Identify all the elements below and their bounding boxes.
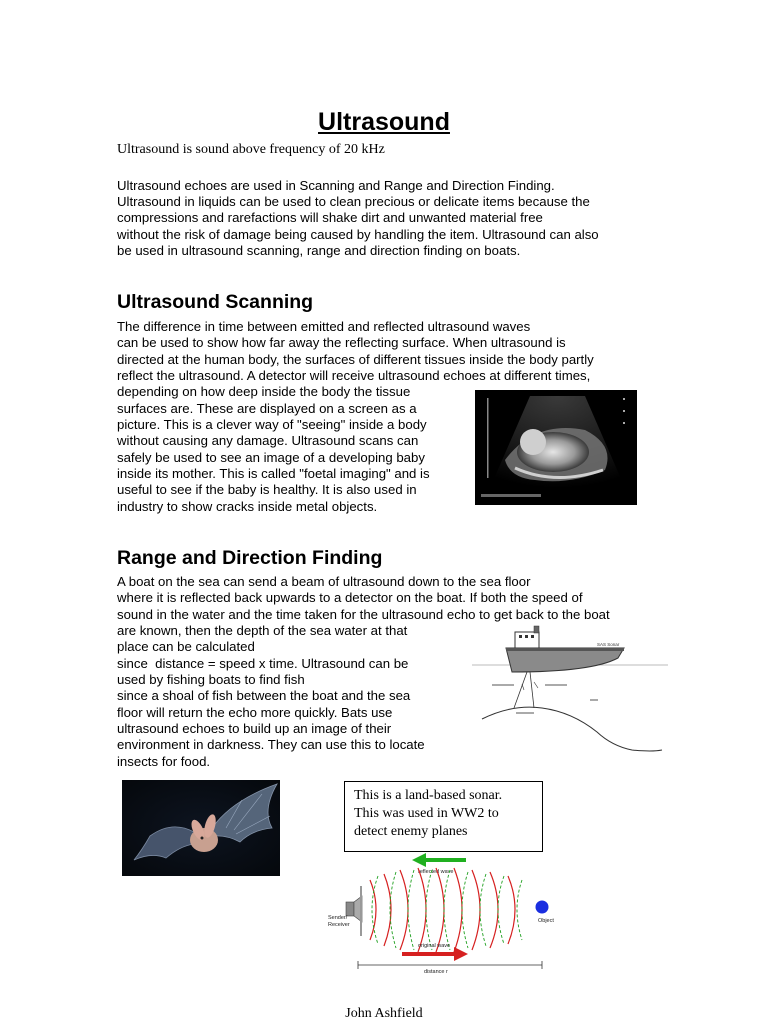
scanning-line: picture. This is a clever way of "seeing" inside a body (117, 417, 427, 432)
sonar-caption (354, 787, 502, 841)
intro-line: Ultrasound in liquids can be used to clean precious or delicate items because the (117, 194, 590, 209)
range-line: since a shoal of fish between the boat and the sea (117, 688, 411, 703)
scanning-line: The difference in time between emitted and reflected ultrasound waves (117, 319, 531, 334)
intro-line: without the risk of damage being caused by handling the item. Ultrasound can also (117, 227, 599, 242)
scanning-line: reflect the ultrasound. A detector will receive ultrasound echoes at different times, (117, 368, 591, 383)
range-line: environment in darkness. They can use this to locate (117, 737, 425, 752)
range-line: floor will return the echo more quickly. Bats use (117, 705, 393, 720)
footer-author: John Ashfield (345, 1006, 423, 1021)
receiver-label: Receiver (328, 922, 350, 928)
range-line: used by fishing boats to find fish (117, 672, 305, 687)
range-line: ultrasound echoes to build up an image of their (117, 721, 392, 736)
range-line: where it is reflected back upwards to a detector on the boat. If both the speed of (117, 590, 583, 605)
page-title: Ultrasound (318, 108, 450, 136)
intro-line: Ultrasound echoes are used in Scanning and Range and Direction Finding. (117, 178, 555, 193)
range-line: A boat on the sea can send a beam of ultrasound down to the sea floor (117, 574, 531, 589)
range-line: sound in the water and the time taken for the ultrasound echo to get back to the boat (117, 607, 610, 622)
ship-label: SAS Sonar (597, 642, 620, 647)
reflected-wave-label: reflected wave (418, 869, 454, 875)
range-line: place can be calculated (117, 639, 255, 654)
object-label: Object (538, 918, 554, 924)
scanning-line: can be used to show how far away the reflecting surface. When ultrasound is (117, 335, 566, 350)
bat-image (122, 780, 280, 876)
range-line: insects for food. (117, 754, 211, 769)
subtitle: Ultrasound is sound above frequency of 20 kHz (117, 142, 385, 157)
scanning-heading: Ultrasound Scanning (117, 291, 314, 313)
sonar-caption-line: detect enemy planes (354, 824, 468, 839)
scanning-line: surfaces are. These are displayed on a screen as a (117, 401, 417, 416)
original-wave-label: original wave (418, 943, 451, 949)
range-line: are known, then the depth of the sea water at that (117, 623, 408, 638)
range-heading: Range and Direction Finding (117, 547, 383, 569)
original-arrow-icon (402, 947, 468, 961)
sonar-caption-line: This was used in WW2 to (354, 806, 499, 821)
land-sonar-diagram (322, 850, 562, 976)
scanning-line: directed at the human body, the surfaces of different tissues inside the body partly (117, 352, 594, 367)
sonar-caption-box (344, 781, 543, 852)
reflected-arrow-icon (412, 853, 466, 867)
scanning-line: useful to see if the baby is healthy. It is also used in (117, 482, 417, 497)
range-line: since distance = speed x time. Ultrasound can be (117, 656, 409, 671)
object-icon (536, 901, 549, 914)
sender-label: Sender/ (328, 915, 348, 921)
scanning-line: industry to show cracks inside metal objects. (117, 499, 378, 514)
sonar-caption-line: This is a land-based sonar. (354, 788, 503, 803)
ship-sonar-diagram (472, 624, 668, 758)
ultrasound-scan-image (475, 390, 637, 505)
scanning-line: without causing any damage. Ultrasound scans can (117, 433, 419, 448)
scanning-line: inside its mother. This is called "foetal imaging" and is (117, 466, 430, 481)
intro-line: be used in ultrasound scanning, range and direction finding on boats. (117, 243, 521, 258)
scanning-line: depending on how deep inside the body the tissue (117, 384, 411, 399)
scanning-line: safely be used to see an image of a developing baby (117, 450, 425, 465)
intro-line: compressions and rarefactions will shake dirt and unwanted material free (117, 210, 543, 225)
distance-label: distance r (424, 969, 448, 975)
